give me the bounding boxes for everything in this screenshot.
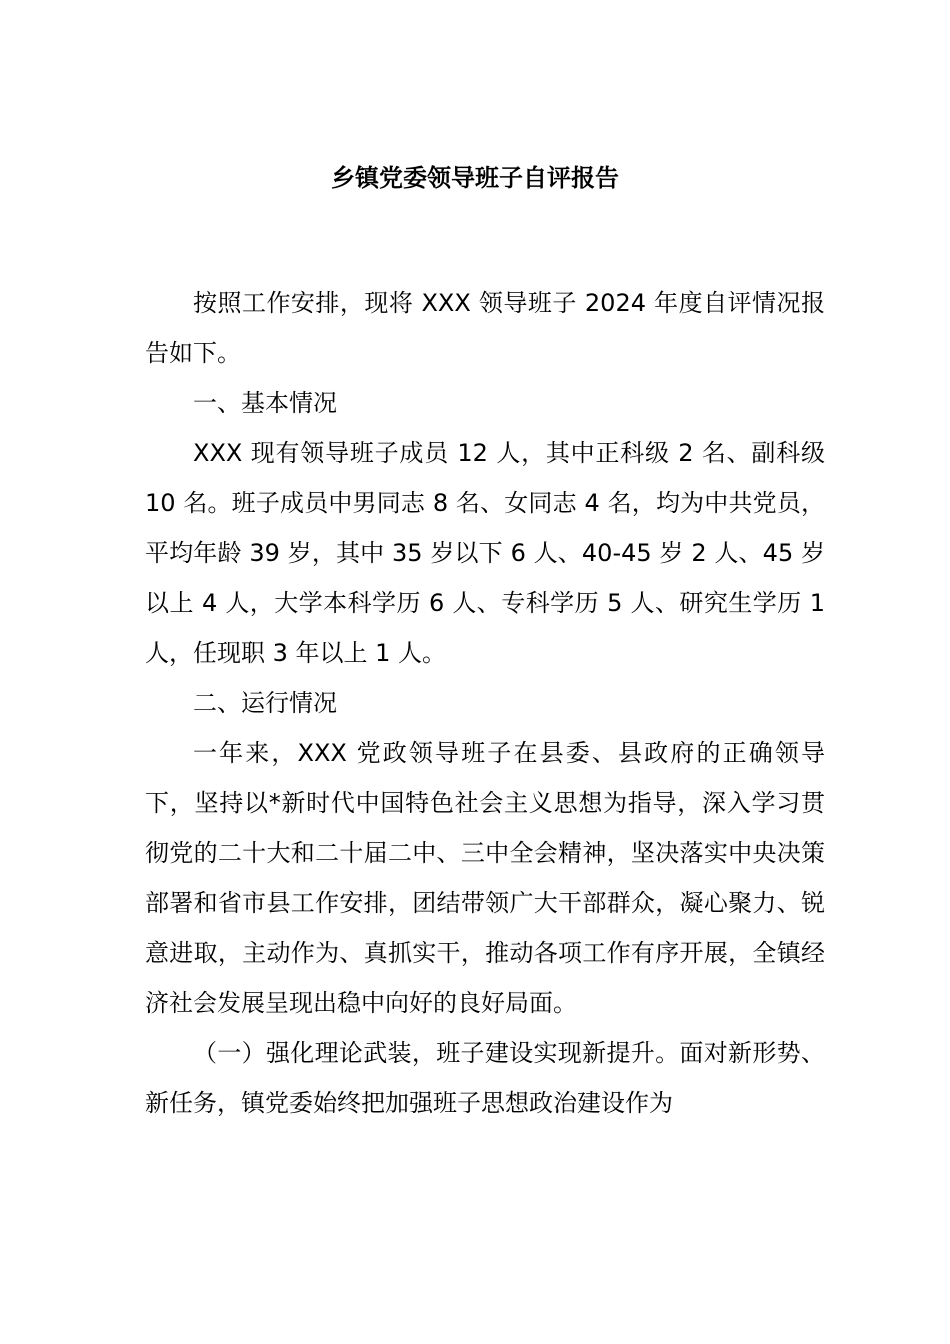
operation-paragraph: 一年来，XXX 党政领导班子在县委、县政府的正确领导下，坚持以*新时代中国特色社会主义思想为指导，深入学习贯彻党的二十大和二十届二中、三中全会精神，坚决落实中央决策部署和省市县工作安排，团结带领广大干部群众，凝心聚力、锐意进取，主动作为、真抓实干，推动各项工作有序开展，全镇经济社会发展呈现出稳中向好的良好局面。 [145, 739, 825, 1017]
document-body [145, 278, 825, 1128]
subsection-paragraph-1: （一）强化理论武装，班子建设实现新提升。面对新形势、新任务，镇党委始终把加强班子思想政治建设作为 [145, 1039, 825, 1117]
intro-paragraph: 按照工作安排，现将 XXX 领导班子 2024 年度自评情况报告如下。 [145, 289, 825, 367]
basic-situation-paragraph: XXX 现有领导班子成员 12 人，其中正科级 2 名、副科级 10 名。班子成员中男同志 8 名、女同志 4 名，均为中共党员，平均年龄 39 岁，其中 35 岁以下 6 人、40-45 岁 2 人、45 岁以上 4 人，大学本科学历 6 人、专科学历 5 人、研究生学历 1 人，任现职 3 年以上 1 人。 [145, 439, 825, 667]
section-heading-basic-situation: 一、基本情况 [193, 389, 337, 417]
document-title: 乡镇党委领导班子自评报告 [331, 164, 619, 192]
section-heading-operation: 二、运行情况 [193, 689, 337, 717]
